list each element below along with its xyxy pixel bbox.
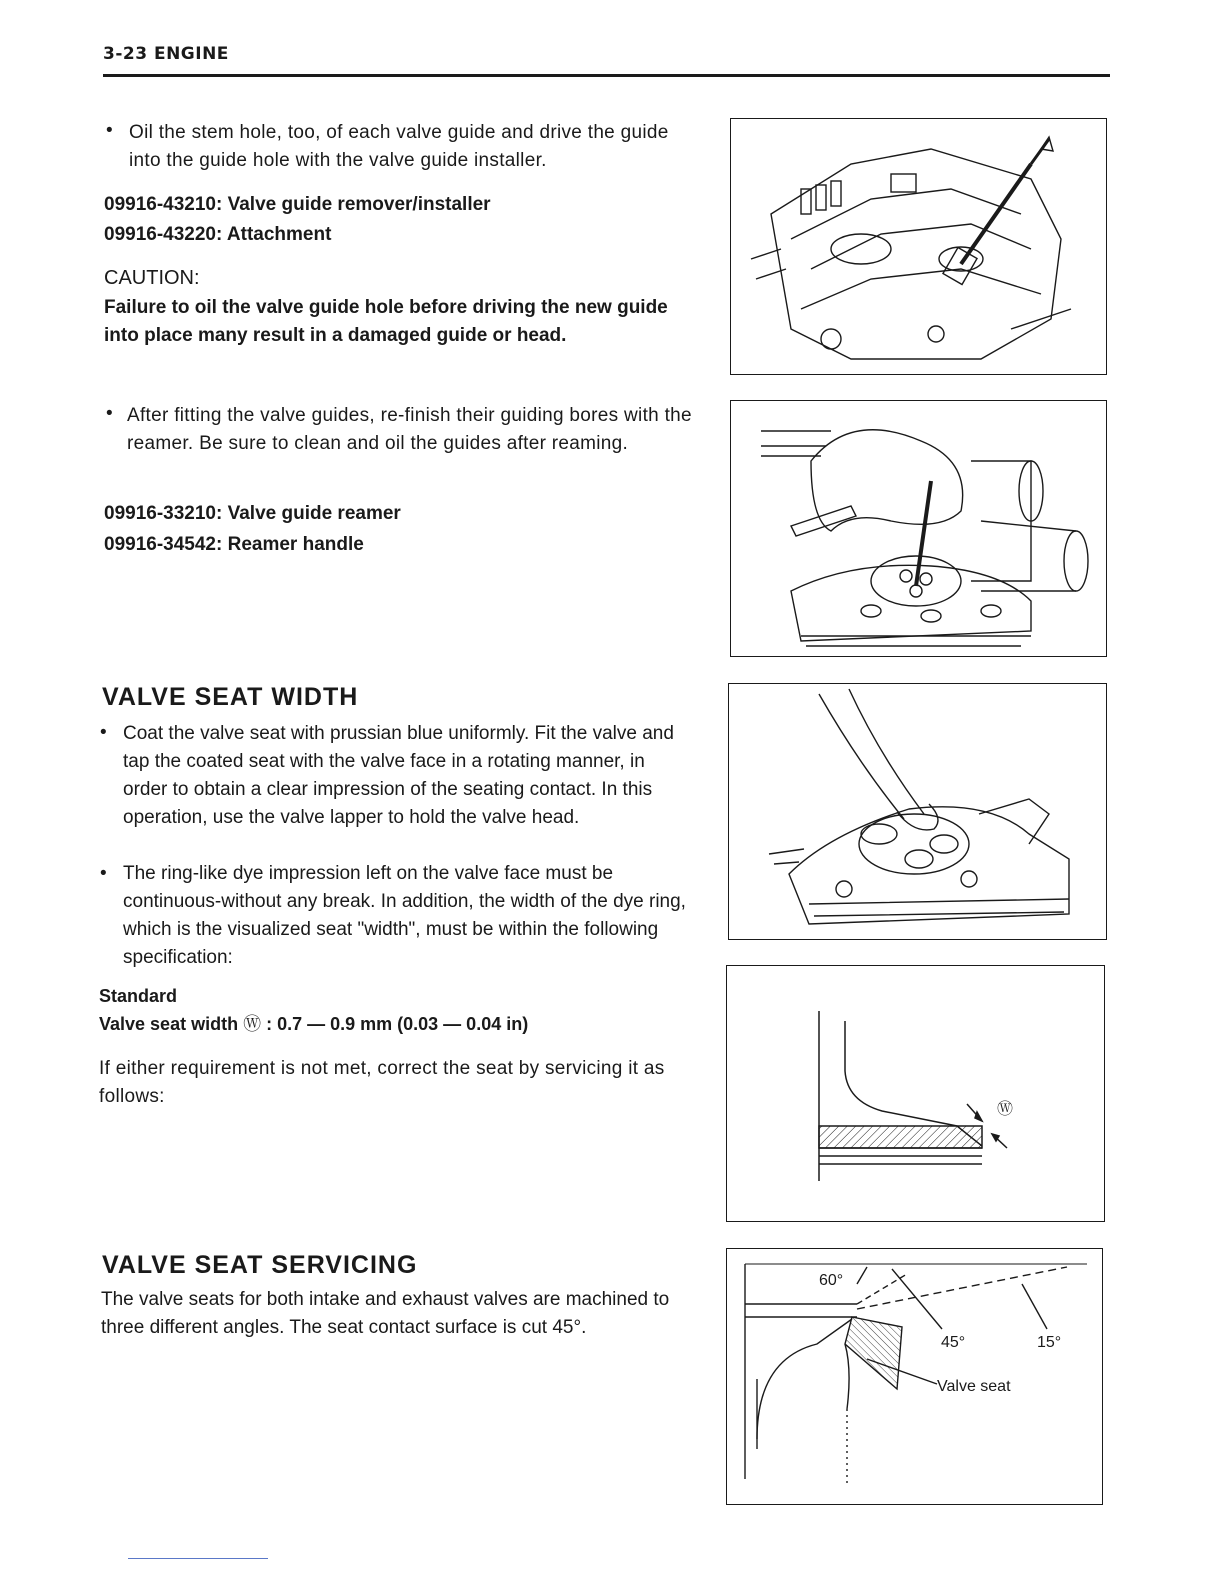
section3-bullet-1: Coat the valve seat with prussian blue uniformly. Fit the valve and tap the coated seat with the valve face in a rotating manner, in order to obtain a clear impression of the seating contact. In this operation, use the valve lapper to hold the valve head. (123, 723, 674, 828)
spec-label: Valve seat width (99, 1014, 239, 1034)
caution-label: CAUTION: (104, 267, 200, 289)
valve-lapper-illustration (729, 684, 1106, 939)
tool-number: 09916-34542 (104, 534, 216, 555)
tool-number: 09916-43220 (104, 224, 216, 245)
bullet-dot: • (106, 403, 113, 424)
tool-line: 09916-43220: Attachment (104, 224, 332, 245)
bullet-dot: • (106, 120, 113, 141)
angle-60-label: 60° (819, 1272, 844, 1289)
section4-text: The valve seats for both intake and exhaust valves are machined to three different angles. The seat contact surface is cut 45°. (101, 1289, 670, 1338)
figure-reamer (730, 400, 1107, 657)
tool-name: Reamer handle (227, 534, 364, 555)
w-symbol: Ⓦ (243, 1014, 262, 1034)
footer-line (128, 1558, 268, 1559)
section1-bullet-text: Oil the stem hole, too, of each valve guide and drive the guide into the guide hole with the valve guide installer. (129, 122, 669, 171)
seat-angles-diagram (727, 1249, 1102, 1504)
angle-15-label: 15° (1037, 1334, 1062, 1351)
seat-width-diagram (727, 966, 1104, 1221)
figure-guide-installer (730, 118, 1107, 375)
tool-name: Valve guide reamer (227, 503, 401, 524)
angle-45-label: 45° (941, 1334, 966, 1351)
section-title: VALVE SEAT WIDTH (102, 683, 359, 711)
header-rule (103, 74, 1110, 77)
followup-text: If either requirement is not met, correct the seat by servicing it as follows: (99, 1058, 665, 1107)
reamer-illustration (731, 401, 1106, 656)
tool-line: 09916-43210: Valve guide remover/installer (104, 194, 491, 215)
standard-label: Standard (99, 986, 178, 1006)
page-header: 3-23 ENGINE (103, 44, 229, 64)
tool-number: 09916-33210 (104, 503, 216, 524)
valve-seat-label: Valve seat (937, 1378, 1011, 1395)
tool-line: 09916-33210: Valve guide reamer (104, 503, 401, 524)
tool-name: Attachment (226, 224, 332, 245)
bullet-dot: • (100, 722, 107, 743)
guide-installer-illustration (731, 119, 1106, 374)
tool-name: Valve guide remover/installer (227, 194, 491, 215)
section3-bullet-2: The ring-like dye impression left on the valve face must be continuous-without any break. In addition, the width of the dye ring, which is the visualized seat "width", must be within the following specification: (123, 863, 686, 968)
figure-seat-width (726, 965, 1105, 1222)
spec-value: : 0.7 — 0.9 mm (0.03 — 0.04 in) (266, 1014, 529, 1034)
spec-line (99, 1010, 719, 1038)
caution-text: Failure to oil the valve guide hole before driving the new guide into place many result in a damaged guide or head. (104, 297, 668, 346)
section2-bullet-text: After fitting the valve guides, re-finish their guiding bores with the reamer. Be sure to clean and oil the guides after reaming. (127, 405, 692, 454)
bullet-dot: • (100, 863, 107, 884)
figure-valve-lapper (728, 683, 1107, 940)
tool-line: 09916-34542: Reamer handle (104, 534, 364, 555)
w-label: Ⓦ (997, 1101, 1014, 1118)
figure-seat-angles (726, 1248, 1103, 1505)
section-title: VALVE SEAT SERVICING (102, 1251, 418, 1279)
tool-number: 09916-43210 (104, 194, 216, 215)
